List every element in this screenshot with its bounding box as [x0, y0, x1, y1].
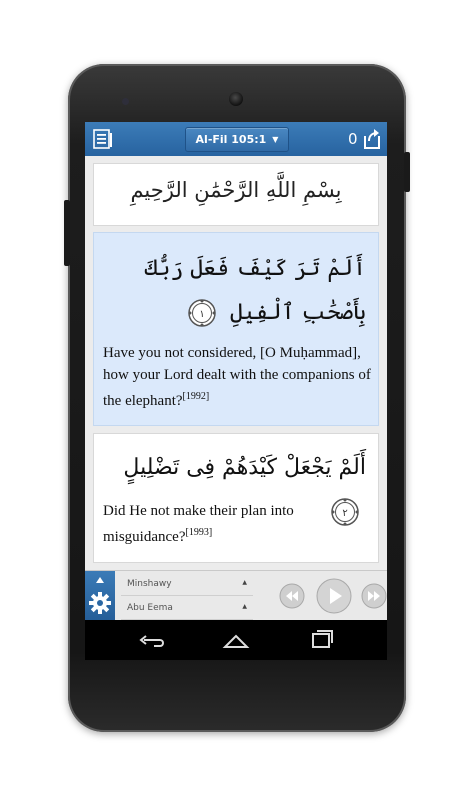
caret-down-icon: ▼	[272, 135, 279, 144]
action-bar	[85, 122, 387, 156]
reciter-select-1[interactable]	[121, 573, 253, 596]
reciter-name-1: Minshawy	[127, 579, 172, 589]
volume-button	[64, 200, 70, 266]
audio-player	[85, 570, 387, 621]
home-icon[interactable]	[219, 628, 253, 652]
footnote-ref-1[interactable]: [1992]	[182, 391, 210, 402]
dropdown-arrow-icon: ▲	[242, 603, 247, 610]
fast-forward-icon[interactable]	[361, 583, 387, 609]
earpiece-speaker	[229, 92, 243, 106]
ayah-card-2[interactable]	[93, 433, 379, 563]
rewind-icon[interactable]	[279, 583, 305, 609]
ayah-number-2: ٢	[342, 508, 348, 519]
reciter-name-2: Abu Eema	[127, 603, 173, 613]
back-icon[interactable]	[134, 628, 168, 652]
app-screen	[85, 122, 387, 660]
ayah-number-1: ١	[199, 309, 205, 320]
ayah-card-1[interactable]	[93, 232, 379, 426]
dropdown-arrow-icon: ▲	[242, 579, 247, 586]
footnote-ref-2[interactable]: [1993]	[185, 527, 213, 538]
bismillah-card	[93, 163, 379, 226]
ayah-translation-2	[103, 500, 371, 548]
share-icon[interactable]	[361, 127, 383, 151]
translation-text-1: Have you not considered, [O Muḥammad], how your Lord dealt with the companions of the elephant?	[103, 345, 371, 409]
ayah-arabic-text-2: أَلَمْ يَجْعَلْ كَيْدَهُمْ فِى تَضْلِيلٍ	[123, 455, 366, 480]
play-icon[interactable]	[316, 578, 352, 614]
settings-gear-icon[interactable]	[85, 571, 115, 621]
translation-text-2: Did He not make their plan into misguidance?	[103, 503, 294, 545]
recent-apps-icon[interactable]	[304, 628, 338, 652]
power-button	[404, 152, 410, 192]
reciter-select-2[interactable]	[121, 597, 253, 620]
ayah-number-marker-1	[187, 298, 217, 328]
bookmark-counter: 0	[348, 130, 358, 148]
ayah-arabic-text-1: أَلَمْ تَرَ كَيْفَ فَعَلَ رَبُّكَ بِأَصْحَٰبِ ٱلْفِيلِ	[144, 256, 366, 325]
ayah-translation-1	[103, 342, 371, 412]
ayah-list	[85, 156, 387, 570]
list-menu-icon[interactable]	[91, 127, 115, 151]
ayah-arabic-1	[104, 247, 366, 335]
surah-selector[interactable]	[185, 127, 289, 152]
system-nav-bar	[85, 620, 387, 660]
surah-label: Al-Fil 105:1	[195, 133, 267, 146]
front-sensor	[122, 98, 129, 105]
bismillah-text: بِسْمِ اللَّهِ الرَّحْمَٰنِ الرَّحِيمِ	[130, 178, 342, 202]
